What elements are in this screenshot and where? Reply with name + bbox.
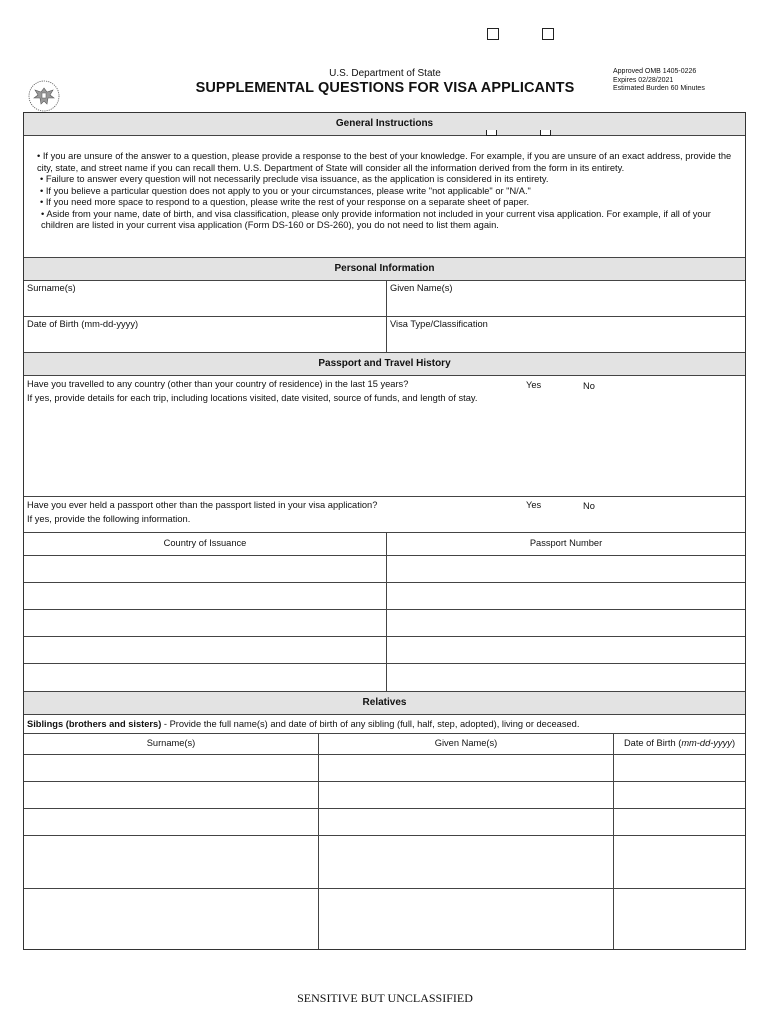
passport-number-header: Passport Number [529,538,603,548]
omb-info [613,68,705,94]
surname-field[interactable] [24,280,386,316]
personal-information-heading: Personal Information [24,258,745,281]
passport-table-row[interactable] [24,637,745,663]
passport-table-row[interactable] [24,610,745,636]
given-name-label: Given Name(s) [390,283,453,293]
form-title: SUPPLEMENTAL QUESTIONS FOR VISA APPLICANTS [195,80,575,96]
dob-field[interactable] [24,317,386,352]
omb-burden: Estimated Burden 60 Minutes [613,85,705,92]
passport-no-label[interactable]: No [583,501,595,511]
sibling-table-row[interactable] [24,782,745,808]
top-checkbox-2[interactable] [542,28,554,40]
passport-question-detail: If yes, provide the following information. [27,514,191,524]
travel-yes-label[interactable]: Yes [526,380,542,390]
sibling-table-row[interactable] [24,755,745,781]
dob-label: Date of Birth (mm-dd-yyyy) [27,319,139,329]
country-of-issuance-header: Country of Issuance [163,538,247,548]
passport-table-row[interactable] [24,664,745,690]
top-checkbox-1[interactable] [487,28,499,40]
ghost-checkbox-1 [486,130,497,136]
ghost-checkbox-2 [540,130,551,136]
travel-details-field[interactable] [24,407,745,495]
travel-question-detail: If yes, provide details for each trip, including locations visited, date visited, source of funds, and length of stay. [27,393,478,403]
siblings-instruction [27,719,579,731]
passport-travel-heading: Passport and Travel History [24,353,745,376]
sibling-given-name-header: Given Name(s) [434,738,498,748]
given-name-field[interactable] [387,280,745,316]
passport-yes-label[interactable]: Yes [526,500,542,510]
omb-expiry: Expires 02/28/2021 [613,76,674,84]
siblings-description: - Provide the full name(s) and date of birth of any sibling (full, half, step, adopted), living or deceased. [161,719,580,729]
relatives-heading: Relatives [24,692,745,715]
instruction-bullet-2: • Failure to answer every question will not necessarily preclude visa issuance, as the application is considered in its entirety. [40,174,549,184]
omb-approval: Approved OMB 1405-0226 [613,68,697,75]
department-seal-icon [28,80,60,112]
general-instructions-text [27,151,739,232]
visa-type-label: Visa Type/Classification [390,319,488,329]
instruction-bullet-5: • Aside from your name, date of birth, and visa classification, please only provide information not included in your current visa application. For example, if all of your children are listed in your current visa application (Form DS-160 or DS-260), you do not need to list them again. [41,208,711,230]
classification-footer: SENSITIVE BUT UNCLASSIFIED [297,991,473,1005]
travel-question: Have you travelled to any country (other than your country of residence) in the last 15 years? [27,379,409,389]
surname-label: Surname(s) [27,283,76,293]
travel-no-label[interactable]: No [583,381,595,391]
general-instructions-heading: General Instructions [24,113,745,136]
instruction-bullet-1: • If you are unsure of the answer to a question, please provide a response to the best of your knowledge. For example, if you are unsure of an exact address, provide the city, state, and street name if you can recall them. U.S. Department of State will consider all the information derived from the form in its entirety. [37,151,732,173]
sibling-dob-header: Date of Birth (mm-dd-yyyy) [623,738,736,748]
sibling-surname-header: Surname(s) [146,738,196,748]
sibling-table-row[interactable] [24,836,745,888]
form-body [23,112,746,950]
instruction-bullet-4: • If you need more space to respond to a question, please write the rest of your response on a separate sheet of paper. [40,197,530,207]
passport-question: Have you ever held a passport other than the passport listed in your visa application? [27,500,378,510]
visa-type-field[interactable] [387,317,745,352]
sibling-table-row[interactable] [24,889,745,949]
siblings-label: Siblings (brothers and sisters) [27,719,162,729]
sibling-table-row[interactable] [24,809,745,835]
department-name: U.S. Department of State [329,68,441,79]
instruction-bullet-3: • If you believe a particular question does not apply to you or your circumstances, please write "not applicable" or "N/A." [40,185,531,196]
passport-table-row[interactable] [24,583,745,609]
passport-table-row[interactable] [24,556,745,582]
